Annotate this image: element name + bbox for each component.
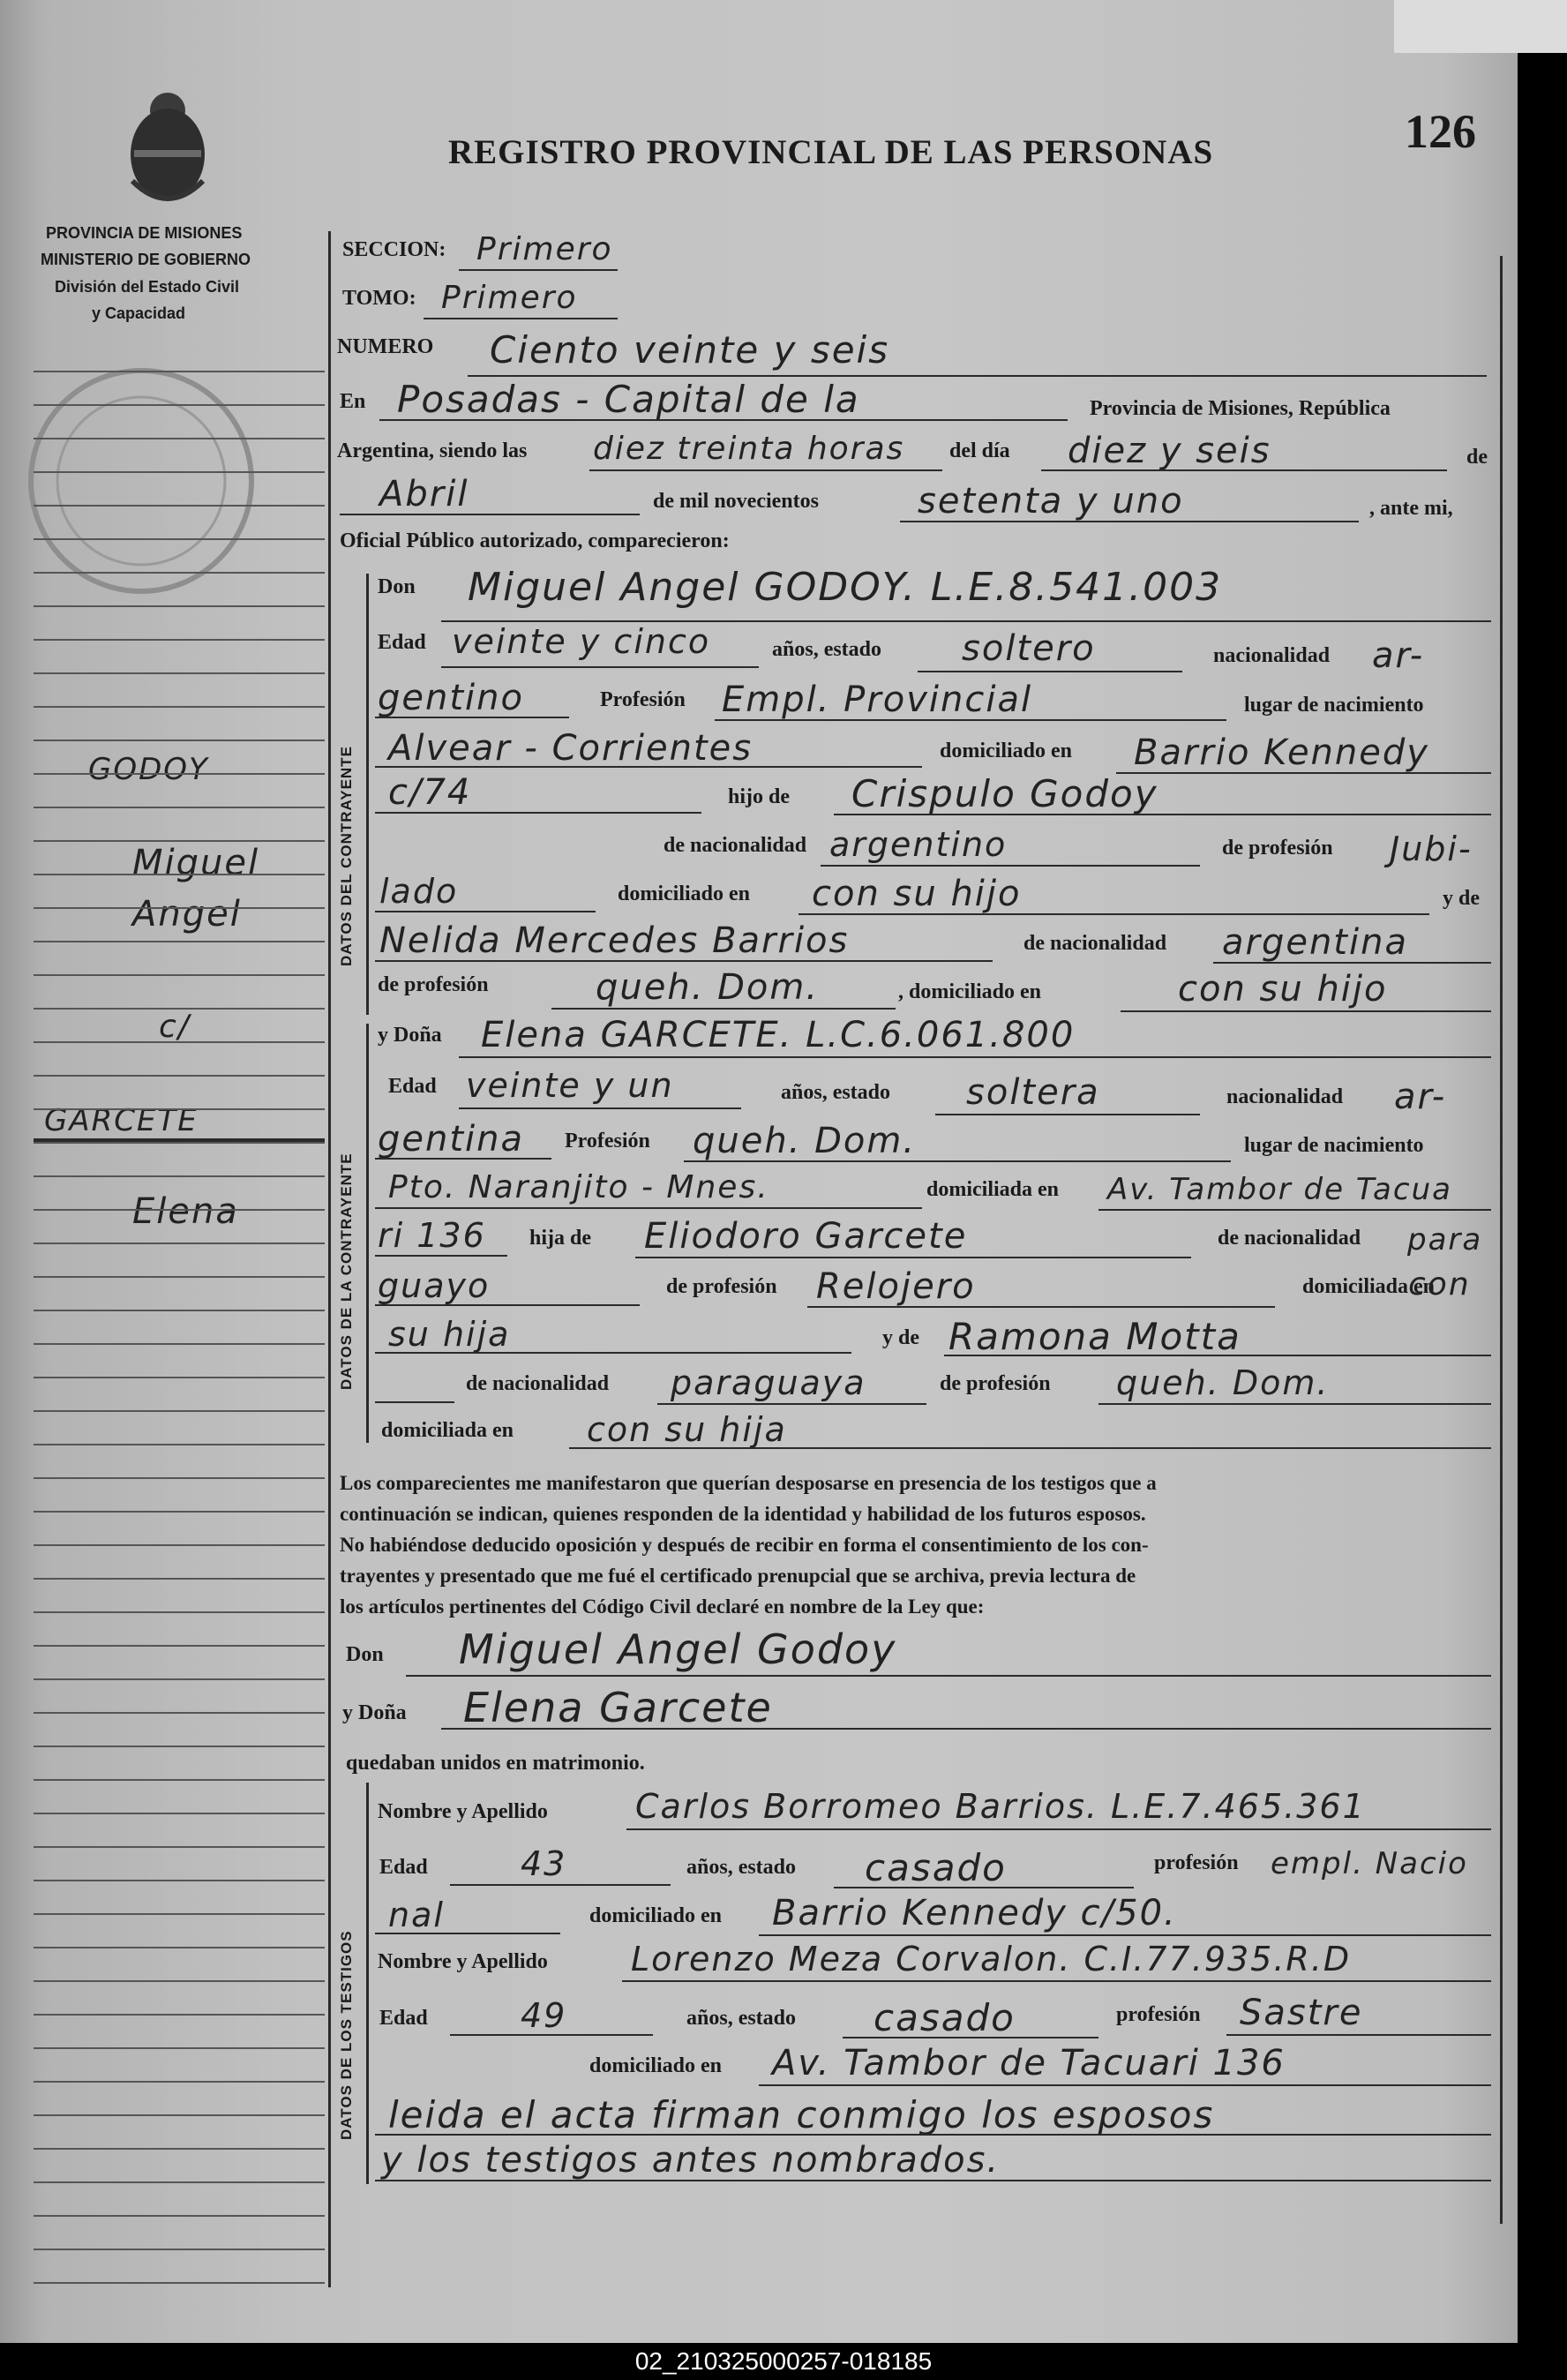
margin-ruled-line [34,840,325,842]
line-w2-state [843,2037,1098,2038]
label-bride-anos: años, estado [781,1081,891,1104]
label-y-dona: y Doña [378,1024,442,1047]
field-bride-father-prof: Relojero [816,1266,976,1307]
label-groom-lugar: lugar de nacimiento [1244,694,1424,717]
label-bmother-nac: de nacionalidad [466,1372,610,1395]
label-argentina: Argentina, siendo las [337,439,528,462]
field-mes: Abril [379,474,469,514]
line-father-dom [798,913,1429,915]
margin-ruled-line [34,1913,325,1915]
line-w2-dom [759,2084,1491,2086]
field-bride-birth: Pto. Naranjito - Mnes. [388,1169,769,1205]
line-groom-dom-b [375,812,701,814]
field-groom-mother: Nelida Mercedes Barrios [379,920,850,961]
margin-ruled-line [34,2081,325,2083]
org-line-4: y Capacidad [92,304,186,322]
line-groom-father [834,814,1491,815]
margin-ruled-line [34,1243,325,1244]
margin-ruled-line [34,740,325,741]
margin-ruled-line [34,371,325,372]
margin-ruled-line [34,1678,325,1680]
paragraph-line-2: continuación se indican, quienes responden de la identidad y habilidad de los futuros esposos. [340,1503,1146,1525]
margin-ruled-line [34,1343,325,1345]
field-anio: setenta y uno [918,481,1184,522]
label-mother-nac: de nacionalidad [1023,932,1167,955]
margin-ruled-line [34,2148,325,2150]
field-numero: Ciento veinte y seis [490,328,890,372]
label-groom-edad: Edad [378,631,426,654]
label-father-prof: de profesión [1222,837,1333,860]
line-w2-age [450,2034,653,2036]
label-bride-edad: Edad [388,1075,437,1098]
line-bmother-nat [657,1403,926,1405]
line-bride-age [459,1107,741,1109]
label-w2-dom: domiciliado en [589,2054,723,2077]
margin-ruled-line [34,874,325,875]
margin-ruled-line [34,1813,325,1814]
paragraph-line-3: No habiéndose deducido oposición y después de recibir en forma el consentimiento de los con- [340,1534,1149,1556]
page-edge [1394,0,1567,53]
line-bride-nat [375,1158,551,1160]
margin-ruled-line [34,2014,325,2016]
field-bride-nat-b: gentina [378,1119,525,1160]
line-anio [900,521,1359,522]
field-bride-dom-a: Av. Tambor de Tacua [1107,1172,1452,1207]
org-line-1: PROVINCIA DE MISIONES [46,224,243,242]
line-bmother-dom [569,1447,1491,1449]
line-groom-age [441,666,759,668]
margin-ruled-line [34,438,325,439]
paragraph-line-5: los artículos pertinentes del Código Civil declaré en nombre de la Ley que: [340,1595,985,1618]
field-dia: diez y seis [1068,431,1271,471]
line-groom-dom [1116,772,1491,774]
field-groom-nat-b: gentino [378,678,524,718]
label-bride-dom: domiciliada en [926,1178,1060,1201]
org-line-2: MINISTERIO DE GOBIERNO [41,251,251,268]
line-bride-mother [944,1355,1491,1356]
margin-ruled-line [34,1611,325,1613]
label-del-dia: del día [949,439,1010,462]
section-label-groom: DATOS DEL CONTRAYENTE [338,746,355,966]
label-bfather-dom: domiciliada en [1302,1275,1436,1298]
coat-of-arms-icon [115,75,221,207]
page-number: 126 [1405,105,1476,158]
field-w2-name: Lorenzo Meza Corvalon. C.I.77.935.R.D [631,1940,1352,1978]
margin-ruled-line [34,1108,325,1110]
margin-ruled-line [34,2181,325,2183]
line-w1-dom [759,1934,1491,1936]
label-provincia: Provincia de Misiones, República [1090,397,1391,420]
field-w1-age: 43 [521,1844,567,1883]
line-father-prof-b [375,911,596,912]
margin-ruled-line [34,706,325,708]
line-w1-age [450,1884,671,1886]
label-oficial: Oficial Público autorizado, comparecieron: [340,529,730,552]
field-w2-state: casado [873,1996,1016,2039]
margin-ruled-line [34,1142,325,1144]
label-seccion: SECCION: [342,238,446,261]
line-bfather-dom-b [375,1352,851,1354]
field-groom-name: Miguel Angel GODOY. L.E.8.541.003 [468,565,1223,610]
line-mother [375,960,993,962]
line-bfather-prof [807,1306,1275,1308]
margin-ruled-line [34,471,325,473]
line-bmother-blank [375,1401,454,1403]
margin-ruled-line [34,538,325,540]
margin-ruled-line [34,1008,325,1010]
label-y-de: y de [1443,887,1480,910]
line-bride-dom [1098,1209,1491,1211]
paragraph-line-4: trayentes y presentado que me fué el certificado prenupcial que se archiva, previa lectura de [340,1565,1136,1587]
line-groom-state [918,671,1182,672]
label-groom-prof: Profesión [600,688,686,711]
field-groom-state: soltero [962,628,1096,669]
line-en [379,419,1068,421]
margin-surname-1: GODOY [88,752,209,787]
field-w2-prof: Sastre [1240,1993,1363,2033]
groom-block-border [366,574,369,1015]
field-decl-don: Miguel Angel Godoy [459,1625,897,1673]
field-bride-father-dom-a: con [1408,1266,1471,1303]
margin-given-1a: Miguel [132,843,260,883]
margin-ruled-line [34,2249,325,2250]
label-bride-prof: Profesión [565,1130,650,1152]
margin-ruled-line [34,1276,325,1278]
field-groom-father: Crispulo Godoy [851,772,1158,815]
closing-line-1: leida el acta firman conmigo los esposos [388,2093,1215,2136]
label-don: Don [378,575,416,598]
margin-divider [328,231,331,2287]
margin-ruled-line [34,1075,325,1077]
label-w2-anos: años, estado [686,2007,797,2030]
field-bride-mother: Ramona Motta [948,1315,1241,1358]
field-groom-nat-a: ar- [1372,635,1425,676]
field-bride-mother-prof: queh. Dom. [1116,1363,1330,1402]
line-bmother-prof [1098,1403,1491,1405]
label-w2-prof: profesión [1116,2003,1201,2026]
margin-ruled-line [34,505,325,507]
line-groom-prof [715,719,1226,721]
label-en: En [340,390,366,413]
line-closing-2 [375,2180,1491,2181]
label-father-dom: domiciliado en [618,882,751,905]
label-numero: NUMERO [337,335,434,358]
field-bride-father: Eliodoro Garcete [644,1216,968,1257]
label-groom-anos: años, estado [772,638,882,661]
line-mother-dom [1121,1010,1491,1012]
closing-line-2: y los testigos antes nombrados. [381,2140,1001,2181]
field-en: Posadas - Capital de la [397,378,860,421]
line-w1-prof-b [375,1933,560,1934]
field-groom-mother-dom: con su hijo [1178,969,1388,1010]
margin-ruled-line [34,1947,325,1948]
line-dia [1041,469,1447,471]
line-decl-don [406,1675,1491,1677]
field-bride-state: soltera [966,1072,1100,1113]
label-bfather-prof: de profesión [666,1275,777,1298]
margin-ruled-line [34,1511,325,1513]
margin-ruled-line [34,1746,325,1747]
margin-ruled-line [34,672,325,674]
margin-ruled-line [34,1980,325,1982]
label-w2-edad: Edad [379,2007,428,2030]
line-father-nat [821,865,1200,867]
field-w1-dom: Barrio Kennedy c/50. [772,1893,1177,1933]
margin-ruled-line [34,1310,325,1311]
line-mother-prof [551,1008,896,1010]
field-bride-age: veinte y un [466,1066,674,1105]
label-decl-don: Don [346,1643,384,1666]
label-w1-prof: profesión [1154,1851,1239,1874]
field-groom-dom-b: c/74 [388,772,472,813]
margin-ruled-line [34,1410,325,1412]
org-line-3: División del Estado Civil [55,278,240,296]
line-bride-name [459,1056,1491,1058]
label-hijo-de: hijo de [728,785,791,808]
line-w2-name [622,1980,1491,1982]
image-id-footer: 02_210325000257-018185 [0,2343,1567,2380]
line-bfather-nat-b [375,1304,640,1306]
margin-ruled-line [34,1544,325,1546]
field-bride-mother-dom: con su hija [587,1410,787,1449]
field-w1-prof-a: empl. Nacio [1271,1846,1468,1881]
margin-ruled-line [34,1444,325,1445]
label-de: de [1466,446,1488,469]
margin-ruled-line [34,1880,325,1881]
field-groom-prof: Empl. Provincial [722,679,1033,720]
label-w1-dom: domiciliado en [589,1904,723,1927]
field-groom-age: veinte y cinco [452,622,711,661]
field-bride-nat-a: ar- [1394,1077,1447,1117]
field-groom-father-prof-a: Jubi- [1390,830,1473,868]
field-bride-father-nat-a: para [1407,1222,1483,1258]
line-w1-name [626,1828,1491,1830]
margin-ruled-line [34,572,325,574]
faded-stamp [26,327,256,635]
line-hora [589,469,942,471]
section-label-bride: DATOS DE LA CONTRAYENTE [338,1152,355,1390]
label-groom-nac: nacionalidad [1213,644,1331,667]
label-groom-dom: domiciliado en [940,740,1073,762]
field-seccion: Primero [476,231,613,267]
margin-ruled-line [34,941,325,942]
margin-ruled-line [34,974,325,976]
margin-ruled-line [34,2114,325,2116]
field-hora: diez treinta horas [593,431,905,467]
field-bride-father-dom-b: su hija [388,1315,511,1354]
margin-ruled-line [34,1041,325,1043]
right-border [1500,256,1503,2224]
line-groom-birth [375,766,922,768]
label-de-mil: de mil novecientos [653,490,819,513]
label-decl-dona: y Doña [342,1701,407,1724]
margin-ruled-line [34,1377,325,1378]
margin-ruled-line [34,404,325,406]
line-seccion [459,269,618,271]
field-bride-prof: queh. Dom. [693,1121,917,1161]
line-bride-dom-b [375,1255,507,1257]
field-groom-mother-prof: queh. Dom. [596,967,820,1008]
field-bride-father-nat-b: guayo [378,1266,491,1305]
label-bride-lugar: lugar de nacimiento [1244,1134,1424,1157]
line-numero [468,375,1487,377]
line-w2-prof [1226,2034,1491,2036]
margin-surname-2: GARCETE [44,1103,199,1138]
label-w1-edad: Edad [379,1856,428,1879]
field-w2-age: 49 [521,1996,567,2035]
margin-ruled-line [34,2215,325,2217]
label-quedaban: quedaban unidos en matrimonio. [346,1752,645,1775]
margin-ruled-line [34,2282,325,2284]
page-title: REGISTRO PROVINCIAL DE LAS PERSONAS [448,133,1214,171]
margin-ruled-line [34,807,325,808]
label-bride-nac: nacionalidad [1226,1085,1344,1108]
field-groom-dom-a: Barrio Kennedy [1134,732,1429,773]
margin-given-2: Elena [132,1191,239,1232]
field-bride-dom-b: ri 136 [378,1216,486,1255]
label-father-nac: de nacionalidad [664,834,807,857]
label-w2-name: Nombre y Apellido [378,1950,548,1973]
margin-given-1b: Angel [132,894,242,935]
field-groom-father-dom: con su hijo [812,874,1022,914]
field-groom-father-prof-b: lado [379,872,459,911]
line-bride-prof [684,1160,1231,1162]
margin-ruled-line [34,639,325,641]
margin-ruled-line [34,1209,325,1211]
field-w1-name: Carlos Borromeo Barrios. L.E.7.465.361 [635,1787,1366,1826]
section-label-witnesses: DATOS DE LOS TESTIGOS [338,1930,355,2140]
label-hija-de: hija de [529,1227,592,1250]
line-bride-birth [375,1207,922,1209]
line-mother-nat [1213,962,1491,964]
line-groom-nat [375,717,569,718]
field-tomo: Primero [441,280,578,316]
line-bride-father [635,1257,1191,1258]
line-tomo [424,318,618,319]
bride-block-border [366,1024,369,1443]
witness-block-border [366,1783,369,2184]
margin-ruled-line [34,1645,325,1647]
label-bride-y-de: y de [882,1326,919,1349]
line-decl-dona [441,1728,1491,1730]
label-bmother-dom: domiciliada en [381,1419,514,1442]
label-tomo: TOMO: [342,287,416,310]
margin-ruled-line [34,1779,325,1781]
margin-ruled-line [34,1175,325,1177]
line-w1-state [834,1887,1134,1888]
field-bride-mother-nat: paraguaya [671,1363,866,1402]
field-bride-name: Elena GARCETE. L.C.6.061.800 [481,1015,1076,1055]
field-groom-birth: Alvear - Corrientes [388,728,754,769]
line-closing-1 [375,2134,1491,2136]
label-mother-prof: de profesión [378,973,489,996]
field-w1-prof-b: nal [388,1896,445,1934]
field-w1-state: casado [865,1846,1007,1889]
label-ante-mi: , ante mi, [1369,497,1453,520]
label-w1-anos: años, estado [686,1856,797,1879]
line-bride-state [935,1114,1200,1115]
margin-connector: c/ [159,1009,191,1045]
field-w2-dom: Av. Tambor de Tacuari 136 [772,2043,1286,2083]
field-groom-mother-nat: argentina [1222,922,1408,963]
line-mes [340,514,640,515]
margin-ruled-line [34,2047,325,2049]
margin-ruled-line [34,1846,325,1848]
margin-ruled-line [34,605,325,607]
label-w1-name: Nombre y Apellido [378,1800,548,1823]
field-groom-father-nat: argentino [829,825,1008,864]
label-bmother-prof: de profesión [940,1372,1051,1395]
margin-ruled-line [34,773,325,775]
label-mother-dom: , domiciliado en [898,980,1042,1003]
paragraph-line-1: Los comparecientes me manifestaron que querían desposarse en presencia de los testigos que a [340,1472,1157,1494]
margin-ruled-line [34,1477,325,1479]
margin-ruled-line [34,1712,325,1714]
margin-ruled-line [34,1578,325,1580]
margin-ruled-line [34,907,325,909]
label-bfather-nac: de nacionalidad [1218,1227,1361,1250]
field-decl-dona: Elena Garcete [463,1684,773,1731]
